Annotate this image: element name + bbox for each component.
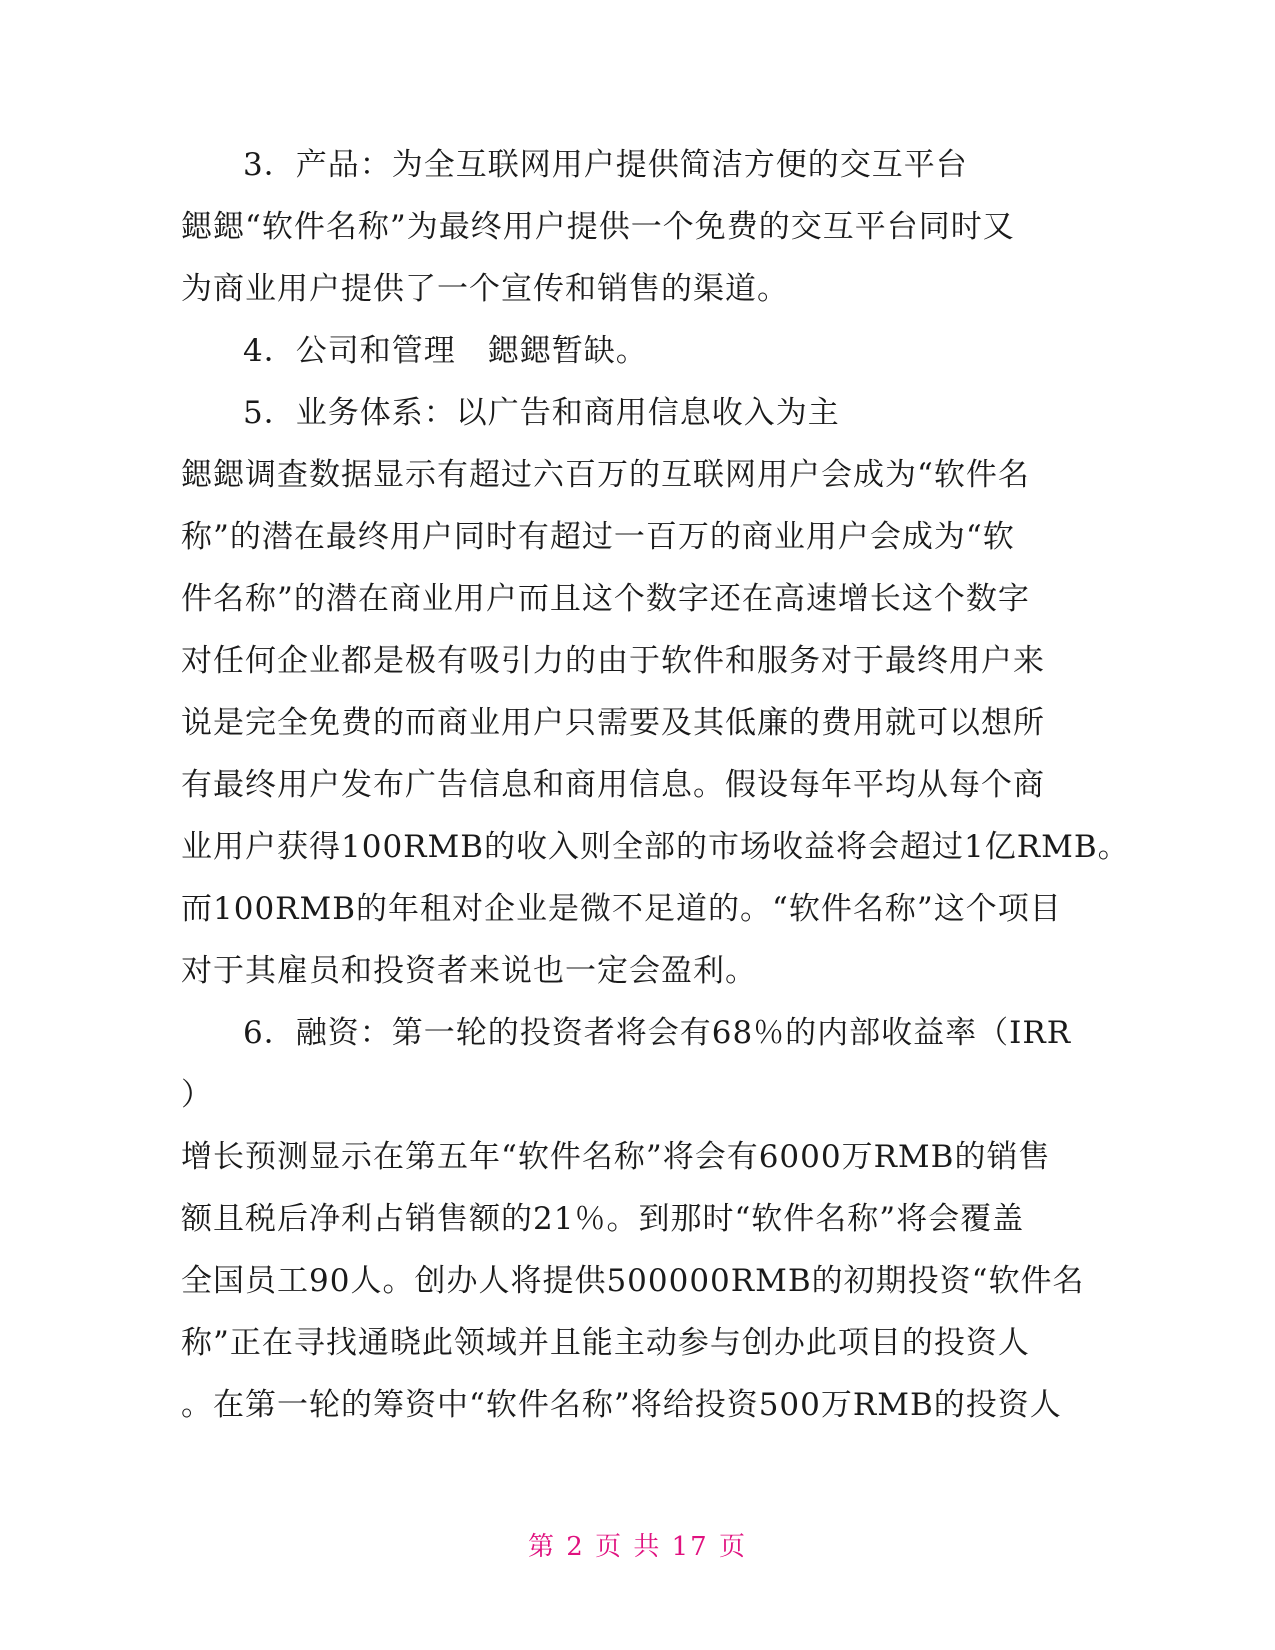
paragraph-line: 件名称”的潜在商业用户而且这个数字还在高速增长这个数字 [181, 581, 1030, 617]
paragraph-line: 对于其雇员和投资者来说也一定会盈利。 [181, 953, 757, 989]
paragraph-line: 鍶鍶“软件名称”为最终用户提供一个免费的交互平台同时又 [181, 209, 1015, 245]
paragraph-line-item-6: 6．融资：第一轮的投资者将会有68％的内部收益率（IRR [243, 1015, 1072, 1051]
paragraph-line: 。在第一轮的筹资中“软件名称”将给投资500万RMB的投资人 [181, 1387, 1062, 1423]
paragraph-line-item-4: 4．公司和管理 鍶鍶暂缺。 [243, 333, 648, 369]
paragraph-line: 全国员工90人。创办人将提供500000RMB的初期投资“软件名 [181, 1263, 1085, 1299]
paragraph-line: 对任何企业都是极有吸引力的由于软件和服务对于最终用户来 [181, 643, 1045, 679]
paragraph-line: 有最终用户发布广告信息和商用信息。假设每年平均从每个商 [181, 767, 1045, 803]
paragraph-line: 称”的潜在最终用户同时有超过一百万的商业用户会成为“软 [181, 519, 1015, 555]
paragraph-line: 额且税后净利占销售额的21％。到那时“软件名称”将会覆盖 [181, 1201, 1025, 1237]
paragraph-line: 说是完全免费的而商业用户只需要及其低廉的费用就可以想所 [181, 705, 1045, 741]
paragraph-line-item-3: 3．产品：为全互联网用户提供简洁方便的交互平台 [243, 147, 968, 183]
paragraph-line-item-5: 5．业务体系：以广告和商用信息收入为主 [243, 395, 840, 431]
paragraph-line: 增长预测显示在第五年“软件名称”将会有6000万RMB的销售 [181, 1139, 1051, 1175]
paragraph-line: 业用户获得100RMB的收入则全部的市场收益将会超过1亿RMB。 [181, 829, 1130, 865]
page-number-footer: 第 2 页 共 17 页 [528, 1532, 747, 1562]
paragraph-line: 为商业用户提供了一个宣传和销售的渠道。 [181, 271, 789, 307]
paragraph-line: 称”正在寻找通晓此领域并且能主动参与创办此项目的投资人 [181, 1325, 1030, 1361]
paragraph-line: ） [181, 1077, 213, 1113]
paragraph-line: 鍶鍶调查数据显示有超过六百万的互联网用户会成为“软件名 [181, 457, 1030, 493]
paragraph-line: 而100RMB的年租对企业是微不足道的。“软件名称”这个项目 [181, 891, 1062, 927]
